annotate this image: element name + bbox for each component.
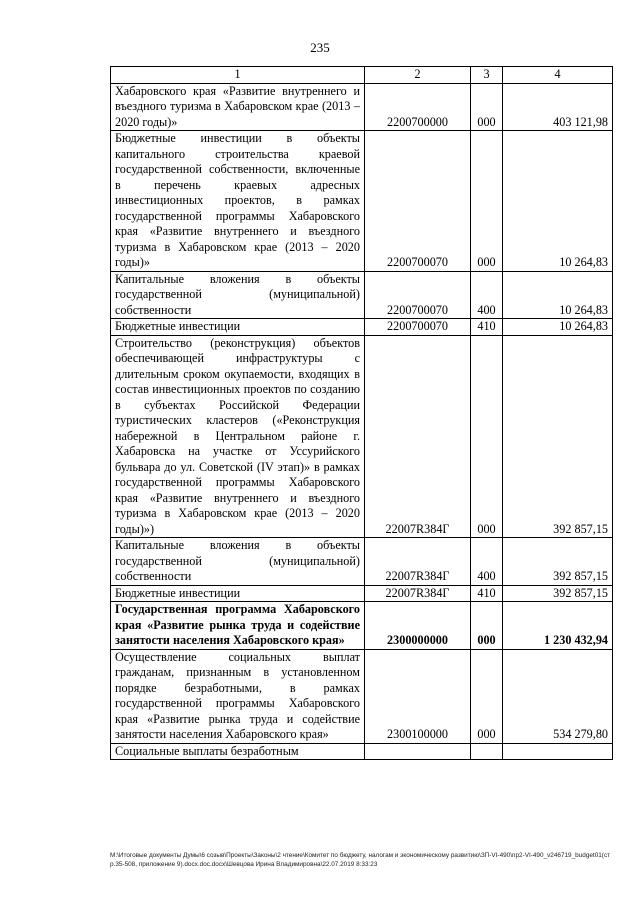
row-amount: 534 279,80 xyxy=(503,649,613,743)
row-amount: 403 121,98 xyxy=(503,83,613,131)
row-code: 22007R384Г xyxy=(365,538,471,586)
column-header-1: 1 xyxy=(111,67,365,84)
row-group: 000 xyxy=(471,602,503,650)
row-amount: 392 857,15 xyxy=(503,585,613,602)
row-amount xyxy=(503,743,613,760)
row-name: Бюджетные инвестиции xyxy=(111,585,365,602)
document-path-footer: М:\Итоговые документы Думы\6 созыв\Проекты\Законы\2 чтение\Комитет по бюджету, налогам и экономическому развитию\ЗП-VI-490\пр2-VI-490_v246719_budget01(стр.35-508, приложение 9).docx.doc.docx\Шевцова Ирина Владимировна\22.07.2019 8:33:23 xyxy=(110,852,611,868)
table-row xyxy=(111,335,613,538)
row-name: Бюджетные инвестиции в объекты капитального строительства краевой государственной собственности, включенные в перечень краевых адресных инвестиционных проектов, в рамках государственной программы Хабаровского края «Развитие внутреннего и въездного туризма в Хабаровском крае (2013 – 2020 годы)» xyxy=(111,131,365,272)
row-code: 2200700000 xyxy=(365,83,471,131)
table-header-row xyxy=(111,67,613,84)
row-name: Осуществление социальных выплат гражданам, признанным в установленном порядке безработными, в рамках государственной программы Хабаровского края «Развитие рынка труда и содействие занятости населения Хабаровского края» xyxy=(111,649,365,743)
table-row xyxy=(111,649,613,743)
table-row xyxy=(111,83,613,131)
row-group xyxy=(471,743,503,760)
table-row xyxy=(111,585,613,602)
row-code xyxy=(365,743,471,760)
row-code: 2300100000 xyxy=(365,649,471,743)
row-name: Капитальные вложения в объекты государственной (муниципальной) собственности xyxy=(111,271,365,319)
row-amount: 1 230 432,94 xyxy=(503,602,613,650)
row-amount: 10 264,83 xyxy=(503,271,613,319)
row-name: Хабаровского края «Развитие внутреннего и въездного туризма в Хабаровском крае (2013 – 2020 годы)» xyxy=(111,83,365,131)
row-code: 22007R384Г xyxy=(365,585,471,602)
row-group: 000 xyxy=(471,131,503,272)
page-number: 235 xyxy=(310,40,330,55)
row-name: Капитальные вложения в объекты государственной (муниципальной) собственности xyxy=(111,538,365,586)
row-group: 000 xyxy=(471,83,503,131)
row-group: 000 xyxy=(471,335,503,538)
column-header-4: 4 xyxy=(503,67,613,84)
table-row-program xyxy=(111,602,613,650)
row-amount: 392 857,15 xyxy=(503,538,613,586)
row-amount: 392 857,15 xyxy=(503,335,613,538)
row-code: 2200700070 xyxy=(365,319,471,336)
row-name: Государственная программа Хабаровского края «Развитие рынка труда и содействие занятости населения Хабаровского края» xyxy=(111,602,365,650)
table-row xyxy=(111,319,613,336)
column-header-3: 3 xyxy=(471,67,503,84)
row-name: Строительство (реконструкция) объектов обеспечивающей инфраструктуры с длительным сроком окупаемости, входящих в состав инвестиционных проектов по созданию в субъектах Российской Федерации туристических кластеров («Реконструкция набережной в Центральном районе г. Хабаровска на участке от Уссурийского бульвара до ул. Советской (IV этап)» в рамках государственной программы Хабаровского края «Развитие внутреннего и въездного туризма в Хабаровском крае (2013 – 2020 годы)») xyxy=(111,335,365,538)
table-row xyxy=(111,131,613,272)
table-row xyxy=(111,743,613,760)
budget-table xyxy=(110,66,613,760)
row-group: 410 xyxy=(471,585,503,602)
row-amount: 10 264,83 xyxy=(503,319,613,336)
table-row xyxy=(111,538,613,586)
table-row xyxy=(111,271,613,319)
row-group: 000 xyxy=(471,649,503,743)
row-group: 400 xyxy=(471,271,503,319)
row-code: 2200700070 xyxy=(365,271,471,319)
row-code: 22007R384Г xyxy=(365,335,471,538)
row-name: Социальные выплаты безработным xyxy=(111,743,365,760)
row-amount: 10 264,83 xyxy=(503,131,613,272)
row-code: 2200700070 xyxy=(365,131,471,272)
column-header-2: 2 xyxy=(365,67,471,84)
row-name: Бюджетные инвестиции xyxy=(111,319,365,336)
row-code: 2300000000 xyxy=(365,602,471,650)
row-group: 400 xyxy=(471,538,503,586)
row-group: 410 xyxy=(471,319,503,336)
